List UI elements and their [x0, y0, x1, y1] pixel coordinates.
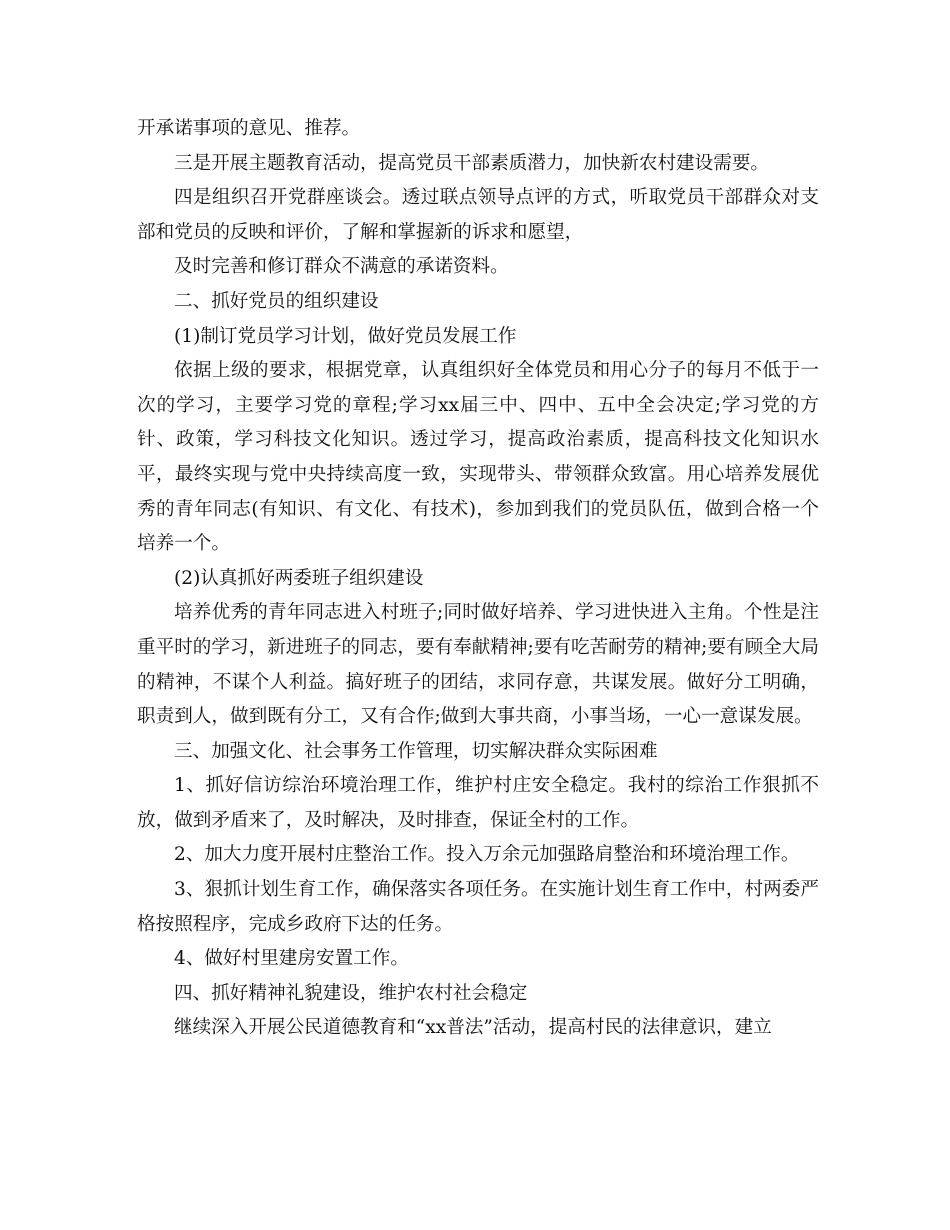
list-item: 3、狠抓计划生育工作，确保落实各项任务。在实施计划生育工作中，村两委严格按照程序，完成乡政府下达的任务。 — [137, 879, 819, 935]
section-heading: 四、抓好精神礼貌建设，维护农村社会稳定 — [174, 982, 528, 1004]
section-heading: 三、加强文化、社会事务工作管理，切实解决群众实际困难 — [174, 740, 658, 762]
paragraph: 四是组织召开党群座谈会。透过联点领导点评的方式，听取党员干部群众对支部和党员的反映和评价，了解和掌握新的诉求和愿望， — [137, 187, 819, 243]
paragraph: 三是开展主题教育活动，提高党员干部素质潜力，加快新农村建设需要。 — [174, 152, 770, 174]
list-item: 2、加大力度开展村庄整治工作。投入万余元加强路肩整治和环境治理工作。 — [174, 844, 800, 866]
paragraph: 继续深入开展公民道德教育和“xx普法”活动，提高村民的法律意识，建立 — [174, 1017, 772, 1039]
subsection-heading: (2)认真抓好两委班子组织建设 — [174, 567, 424, 589]
list-item: 4、做好村里建房安置工作。 — [174, 948, 409, 970]
list-item: 1、抓好信访综治环境治理工作，维护村庄安全稳定。我村的综治工作狠抓不放，做到矛盾来了，及时解决，及时排查，保证全村的工作。 — [137, 775, 819, 831]
paragraph: 依据上级的要求，根据党章，认真组织好全体党员和用心分子的每月不低于一次的学习，主要学习党的章程;学习xx届三中、四中、五中全会决定;学习党的方针、政策，学习科技文化知识。透过学习，提高政治素质，提高科技文化知识水平，最终实现与党中央持续高度一致，实现带头、带领群众致富。用心培养发展优秀的青年同志(有知识、有文化、有技术)，参加到我们的党员队伍，做到合格一个培养一个。 — [137, 360, 819, 555]
paragraph: 培养优秀的青年同志进入村班子;同时做好培养、学习进快进入主角。个性是注重平时的学习，新进班子的同志，要有奉献精神;要有吃苦耐劳的精神;要有顾全大局的精神，不谋个人利益。搞好班子的团结，求同存意，共谋发展。做好分工明确，职责到人，做到既有分工，又有合作;做到大事共商，小事当场，一心一意谋发展。 — [137, 602, 819, 728]
subsection-heading: (1)制订党员学习计划，做好党员发展工作 — [174, 325, 517, 347]
document-body — [137, 112, 819, 1046]
section-heading: 二、抓好党员的组织建设 — [174, 290, 379, 312]
paragraph: 及时完善和修订群众不满意的承诺资料。 — [174, 256, 509, 278]
paragraph: 开承诺事项的意见、推荐。 — [137, 118, 361, 139]
